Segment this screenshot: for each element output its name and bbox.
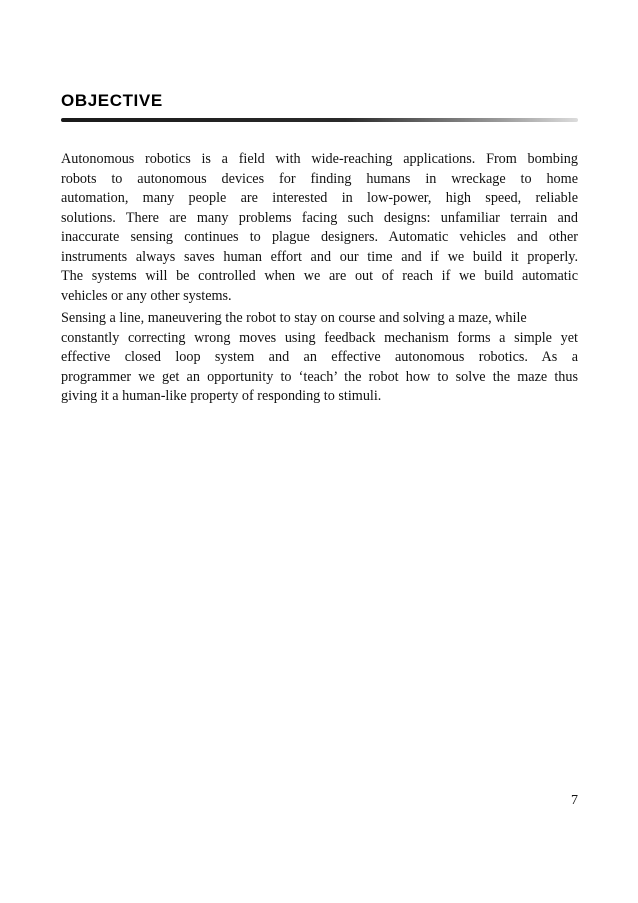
paragraph-line: solutions. There are many problems facing such designs: unfamiliar terrain and xyxy=(61,209,578,226)
page-number: 7 xyxy=(571,793,578,808)
paragraph-line: Autonomous robotics is a field with wide-reaching applications. From bombing xyxy=(61,151,578,167)
paragraph-line: constantly correcting wrong moves using feedback mechanism forms a simple yet xyxy=(61,329,578,346)
paragraph-line: The systems will be controlled when we are out of reach if we build automatic xyxy=(61,268,578,284)
paragraph-line: robots to autonomous devices for finding humans in wreckage to home xyxy=(61,170,578,187)
paragraph-line: effective closed loop system and an effective autonomous robotics. As a xyxy=(61,349,578,365)
heading-underline-rule xyxy=(61,118,578,122)
paragraph-line: instruments always saves human effort and our time and if we build it properly. xyxy=(61,248,578,265)
paragraph-line: giving it a human-like property of responding to stimuli. xyxy=(61,388,382,404)
body-paragraph xyxy=(61,309,578,407)
paragraph-line: programmer we get an opportunity to ‘teach’ the robot how to solve the maze thus xyxy=(61,368,578,385)
paragraph-line: Sensing a line, maneuvering the robot to stay on course and solving a maze, while xyxy=(61,310,527,326)
body-paragraph xyxy=(61,150,578,306)
section-heading: OBJECTIVE xyxy=(61,91,163,110)
paragraph-line: automation, many people are interested in low-power, high speed, reliable xyxy=(61,190,578,206)
paragraph-line: inaccurate sensing continues to plague designers. Automatic vehicles and other xyxy=(61,229,578,245)
paragraph-line: vehicles or any other systems. xyxy=(61,287,232,304)
